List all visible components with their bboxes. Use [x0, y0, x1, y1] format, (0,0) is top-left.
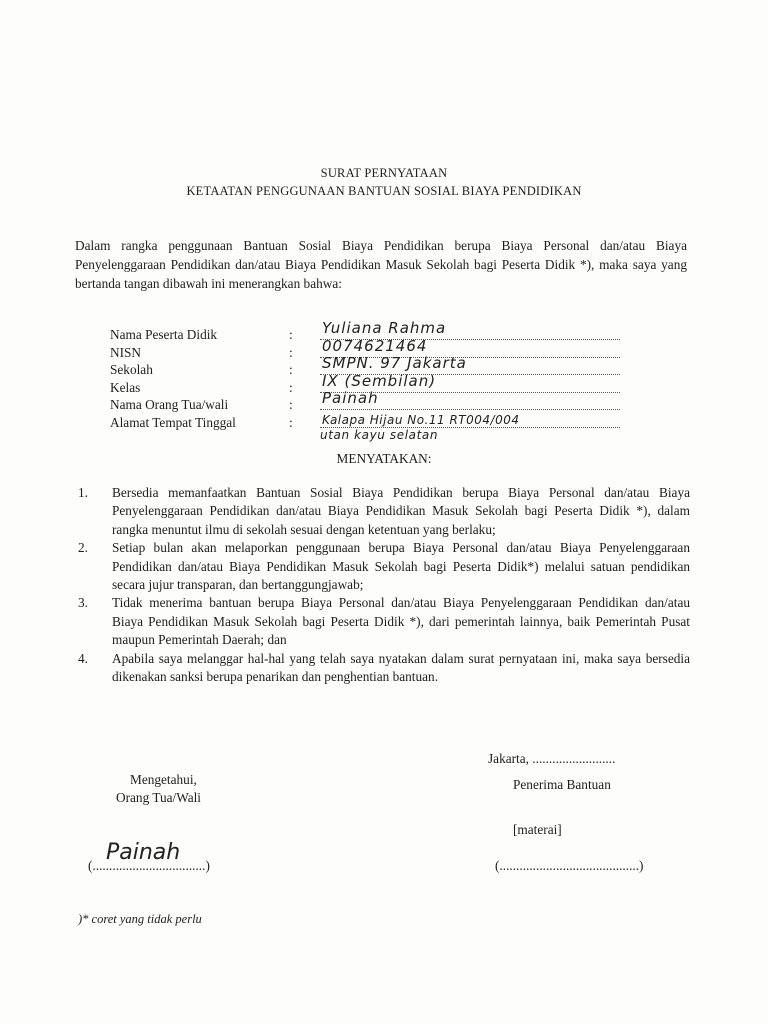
document-title: SURAT PERNYATAAN	[320, 166, 448, 180]
field-label: Sekolah	[110, 362, 153, 378]
place-date: Jakarta, .........................	[488, 751, 616, 766]
field-label: Nama Orang Tua/wali	[110, 397, 229, 413]
list-item-number: 4.	[78, 650, 88, 666]
field-colon: :	[289, 379, 293, 395]
recipient-label: Penerima Bantuan	[513, 777, 611, 792]
parent-signature-name: Painah	[106, 840, 181, 865]
parent-guardian-label: Orang Tua/Wali	[116, 790, 201, 805]
list-item-number: 3.	[78, 595, 88, 611]
declaration-heading: MENYATAKAN:	[336, 451, 432, 466]
field-dotted-line	[320, 409, 620, 410]
acknowledged-label: Mengetahui,	[130, 772, 197, 787]
field-label: Nama Peserta Didik	[110, 327, 218, 342]
document-subtitle: KETAATAN PENGGUNAAN BANTUAN SOSIAL BIAYA PENDIDIKAN	[186, 184, 582, 198]
list-item-number: 1.	[78, 485, 88, 500]
field-value-school: SMPN. 97 Jakarta	[322, 354, 467, 373]
list-item-text: Tidak menerima bantuan berupa Biaya Personal dan/atau Biaya Penyelenggaraan Pendidikan dan/atau Biaya Pendidikan Masuk Sekolah bagi Peserta Didik *), dari pemerintah lainnya, baik Pemerintah Pusat maupun Pemerintah Daerah; dan	[112, 595, 690, 648]
list-item	[78, 594, 690, 649]
field-colon: :	[289, 327, 293, 342]
field-value-nisn: 0074621464	[322, 336, 428, 355]
list-item-text: Bersedia memanfaatkan Bantuan Sosial Biaya Pendidikan berupa Biaya Personal dan/atau Biaya Penyelenggaraan Pendidikan dan/atau Biaya Pendidikan Masuk Sekolah bagi Peserta Didik *), dalam rangka menuntut ilmu di sekolah sesuai dengan ketentuan yang berlaku;	[112, 485, 690, 537]
recipient-signature-line: (..........................................)	[495, 858, 644, 873]
footnote: )* coret yang tidak perlu	[78, 912, 202, 926]
field-label: Alamat Tempat Tinggal	[110, 414, 236, 430]
list-item	[78, 539, 690, 594]
list-item-text: Apabila saya melanggar hal-hal yang telah saya nyatakan dalam surat pernyataan ini, maka saya bersedia dikenakan sanksi berupa penarikan dan penghentian bantuan.	[112, 650, 690, 685]
declaration-list	[78, 484, 690, 686]
parent-signature-line: (..................................)	[88, 858, 210, 873]
list-item-number: 2.	[78, 540, 88, 556]
field-value-student-name: Yuliana Rahma	[322, 319, 447, 337]
list-item-text: Setiap bulan akan melaporkan penggunaan berupa Biaya Personal dan/atau Biaya Penyelenggaraan Pendidikan dan/atau Biaya Pendidikan Masuk Sekolah bagi Peserta Didik*) melalui satuan pendidikan secara jujur transparan, dan bertanggungjawab;	[112, 540, 690, 593]
intro-paragraph: Dalam rangka penggunaan Bantuan Sosial Biaya Pendidikan berupa Biaya Personal dan/atau Biaya Penyelenggaraan Pendidikan dan/atau Biaya Pendidikan Masuk Sekolah bagi Peserta Didik *), maka saya yang bertanda tangan dibawah ini menerangkan bahwa:	[75, 238, 687, 291]
list-item	[78, 484, 690, 539]
list-item	[78, 650, 690, 687]
field-value-address-line2: utan kayu selatan	[320, 428, 439, 442]
stamp-placeholder: [materai]	[513, 822, 562, 837]
field-colon: :	[289, 362, 293, 378]
field-colon: :	[289, 397, 293, 413]
field-value-class: IX (Sembilan)	[322, 371, 437, 390]
field-colon: :	[289, 414, 293, 430]
field-value-parent-name: Painah	[322, 389, 379, 408]
field-value-address: Kalapa Hijau No.11 RT004/004	[322, 412, 520, 427]
field-colon: :	[289, 344, 293, 360]
identity-fields	[110, 319, 620, 432]
field-label: NISN	[110, 344, 142, 360]
field-label: Kelas	[110, 379, 141, 395]
